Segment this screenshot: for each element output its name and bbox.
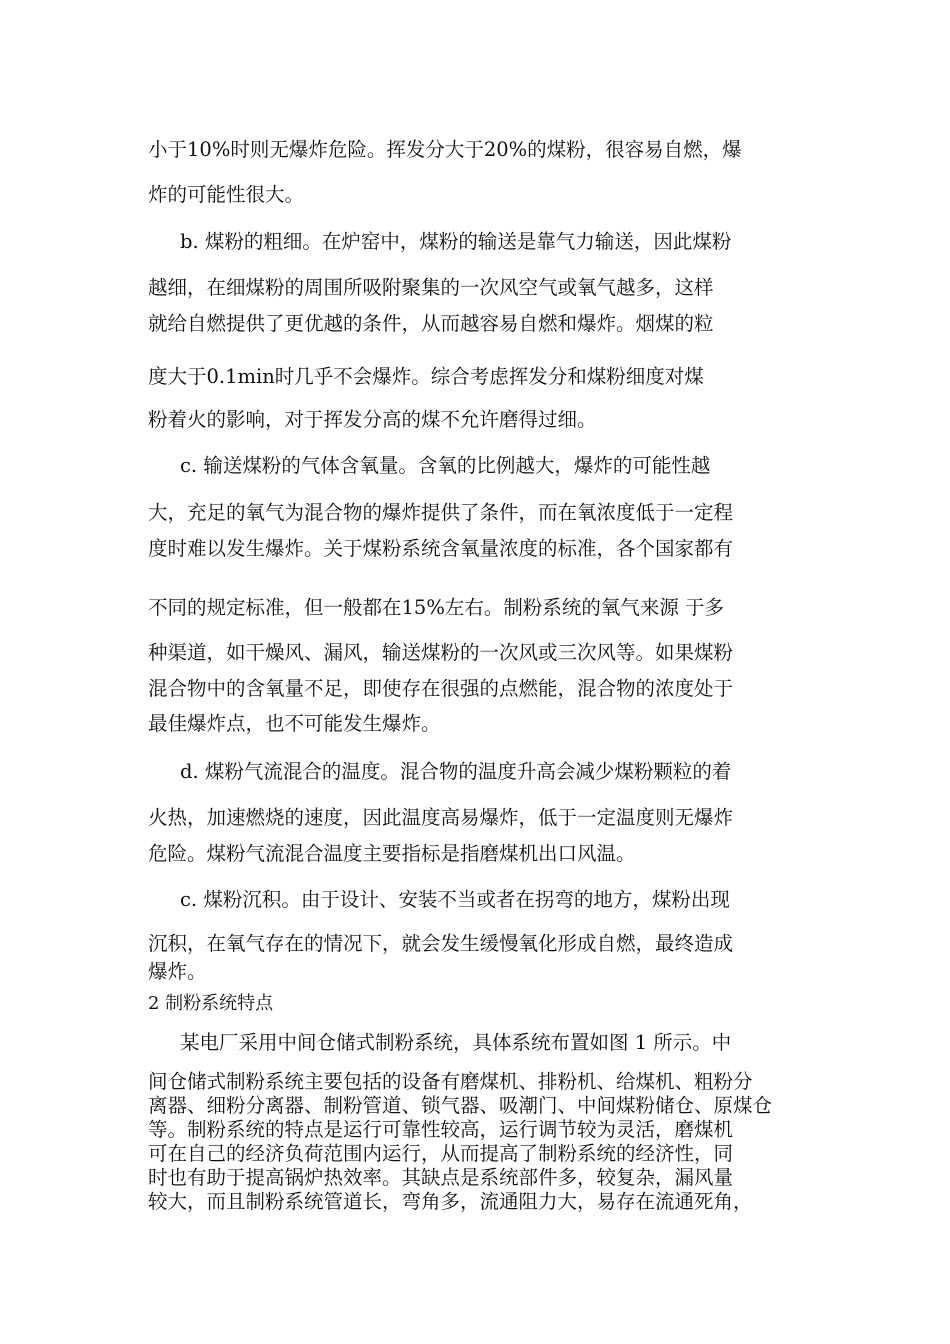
text-line: 火热，加速燃烧的速度，因此温度高易爆炸，低于一定温度则无爆炸 — [148, 806, 734, 829]
text-line: 危险。煤粉气流混合温度主要指标是指磨煤机出口风温。 — [148, 842, 636, 865]
text-line: 度时难以发生爆炸。关于煤粉系统含氧量浓度的标准，各个国家都有 — [148, 537, 734, 560]
text-line: 时也有助于提高锅炉热效率。其缺点是系统部件多，较复杂，漏风量 — [148, 1166, 734, 1189]
text-line: 越细，在细煤粉的周围所吸附聚集的一次风空气或氧气越多，这样 — [148, 276, 714, 299]
text-line: 沉积，在氧气存在的情况下，就会发生缓慢氧化形成自燃，最终造成 — [148, 932, 734, 955]
text-line: c. 煤粉沉积。由于设计、安装不当或者在拐弯的地方，煤粉出现 — [180, 888, 730, 911]
text-line: 最佳爆炸点，也不可能发生爆炸。 — [148, 712, 441, 735]
text-line: 较大，而且制粉系统管道长，弯角多，流通阻力大，易存在流通死角， — [148, 1190, 753, 1213]
text-line: 不同的规定标准，但一般都在15%左右。制粉系统的氧气来源 于多 — [148, 596, 725, 619]
text-line: 某电厂采用中间仓储式制粉系统，具体系统布置如图 1 所示。中 — [180, 1031, 732, 1054]
text-line: 离器、细粉分离器、制粉管道、锁气器、吸潮门、中间煤粉储仓、原煤仓 — [148, 1094, 773, 1117]
text-line: 混合物中的含氧量不足，即使存在很强的点燃能，混合物的浓度处于 — [148, 677, 734, 700]
text-line: 就给自燃提供了更优越的条件，从而越容易自燃和爆炸。烟煤的粒 — [148, 312, 714, 335]
text-line: 种渠道，如干燥风、漏风，输送煤粉的一次风或三次风等。如果煤粉 — [148, 641, 734, 664]
text-line: c. 输送煤粉的气体含氧量。含氧的比例越大，爆炸的可能性越 — [180, 454, 711, 477]
section-heading: 2 制粉系统特点 — [148, 993, 274, 1014]
text-line: 爆炸。 — [148, 960, 207, 983]
text-line: 小于10%时则无爆炸危险。挥发分大于20%的煤粉，很容易自燃，爆 — [148, 138, 742, 161]
text-line: d. 煤粉气流混合的温度。混合物的温度升高会减少煤粉颗粒的着 — [180, 760, 732, 783]
text-line: 等。制粉系统的特点是运行可靠性较高，运行调节较为灵活，磨煤机 — [148, 1118, 734, 1141]
text-line: 度大于0.1min时几乎不会爆炸。综合考虑挥发分和煤粉细度对煤 — [148, 365, 704, 388]
text-line: 粉着火的影响，对于挥发分高的煤不允许磨得过细。 — [148, 408, 597, 431]
text-line: 大，充足的氧气为混合物的爆炸提供了条件，而在氧浓度低于一定程 — [148, 501, 734, 524]
text-line: 间仓储式制粉系统主要包括的设备有磨煤机、排粉机、给煤机、粗粉分 — [148, 1070, 753, 1093]
text-line: 可在自己的经济负荷范围内运行，从而提高了制粉系统的经济性，同 — [148, 1142, 734, 1165]
text-line: b. 煤粉的粗细。在炉窑中，煤粉的输送是靠气力输送，因此煤粉 — [180, 230, 732, 253]
text-line: 炸的可能性很大。 — [148, 183, 305, 206]
